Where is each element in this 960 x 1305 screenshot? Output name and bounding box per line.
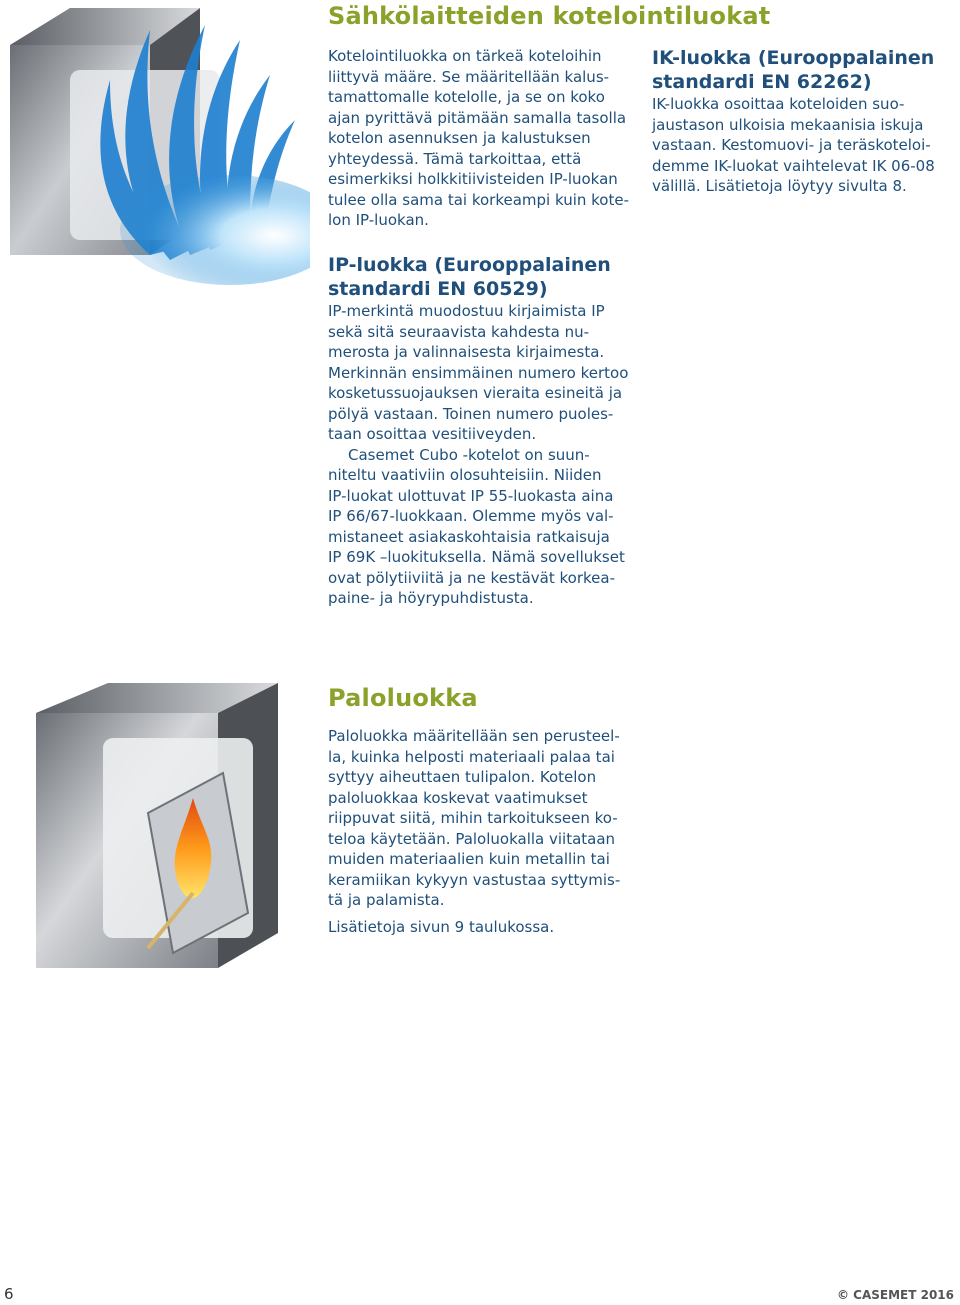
ip-line: sekä sitä seuraavista kahdesta nu-: [328, 322, 590, 341]
fire-line: riippuvat siitä, mihin tarkoitukseen ko-: [328, 809, 618, 827]
fire-line: syttyy aiheuttaen tulipalon. Kotelon: [328, 768, 597, 786]
fire-more-info: Lisätietoja sivun 9 taulukossa.: [328, 917, 555, 936]
intro-line: Kotelointiluokka on tärkeä koteloihin: [328, 47, 602, 65]
fire-line: muiden materiaalien kuin metallin tai: [328, 850, 610, 868]
intro-line: tulee olla sama tai korkeampi kuin kote-: [328, 190, 630, 209]
ip-line: merosta ja valinnaisesta kirjaimesta.: [328, 343, 605, 361]
ip-line: mistaneet asiakaskohtaisia ratkaisuja: [328, 527, 610, 546]
copyright: © CASEMET 2016: [836, 1288, 954, 1302]
ik-line: IK-luokka osoittaa koteloiden suo-: [652, 95, 905, 113]
ik-line: vastaan. Kestomuovi- ja teräskoteloi-: [652, 136, 931, 154]
ip-line: taan osoittaa vesitiiveyden.: [328, 425, 537, 443]
intro-line: lon IP-luokan.: [328, 211, 429, 229]
fire-line: tä ja palamista.: [328, 891, 445, 909]
ip-line: IP-luokat ulottuvat IP 55-luokasta aina: [328, 486, 614, 505]
intro-line: yhteydessä. Tämä tarkoittaa, että: [328, 149, 582, 168]
intro-line: kotelon asennuksen ja kalustuksen: [328, 129, 591, 147]
ip-line: Merkinnän ensimmäinen numero kertoo: [328, 363, 629, 382]
ip-line: niteltu vaativiin olosuhteisiin. Niiden: [328, 466, 602, 484]
ik-section: [652, 46, 952, 197]
fire-title: Paloluokka: [328, 684, 478, 712]
intro-line: tamattomalle kotelolle, ja se on koko: [328, 88, 605, 106]
ik-heading-line: IK-luokka (Eurooppalainen: [652, 47, 935, 69]
page-number: 6: [4, 1285, 14, 1303]
ik-line: demme IK-luokat vaihtelevat IK 06-08: [652, 156, 935, 175]
fire-line: keramiikan kykyyn vastustaa syttymis-: [328, 870, 621, 889]
ip-heading-line: IP-luokka (Eurooppalainen: [328, 254, 611, 276]
fire-line: paloluokkaa koskevat vaatimukset: [328, 788, 588, 807]
ik-line: jaustason ulkoisia mekaanisia iskuja: [652, 115, 924, 134]
ip-line: IP 69K –luokituksella. Nämä sovellukset: [328, 548, 625, 566]
ip-line: Casemet Cubo -kotelot on suun-: [348, 445, 590, 464]
intro-paragraph: [328, 46, 648, 231]
intro-line: esimerkiksi holkkitiivisteiden IP-luokan: [328, 170, 618, 188]
fire-line: teloa käytetään. Paloluokalla viitataan: [328, 829, 616, 848]
ip-line: IP-merkintä muodostuu kirjaimista IP: [328, 302, 605, 320]
ip-line: pölyä vastaan. Toinen numero puoles-: [328, 404, 614, 423]
intro-line: liittyvä määre. Se määritellään kalus-: [328, 67, 610, 86]
ip-line: IP 66/67-luokkaan. Olemme myös val-: [328, 507, 614, 525]
ip-line: paine- ja höyrypuhdistusta.: [328, 589, 534, 607]
ip-heading-line: standardi EN 60529): [328, 278, 548, 300]
flame-box-icon: [28, 683, 283, 973]
ip-line: ovat pölytiiviitä ja ne kestävät korkea-: [328, 568, 616, 587]
ik-heading-line: standardi EN 62262): [652, 71, 872, 93]
page-title: Sähkölaitteiden kotelointiluokat: [328, 2, 771, 30]
fire-section: [328, 684, 648, 937]
ip-line: kosketussuojauksen vieraita esineitä ja: [328, 384, 623, 402]
ik-line: välillä. Lisätietoja löytyy sivulta 8.: [652, 177, 907, 195]
water-splash-box-icon: [0, 0, 310, 285]
ip-section: [328, 253, 648, 609]
fire-line: Paloluokka määritellään sen perusteel-: [328, 727, 620, 745]
fire-line: la, kuinka helposti materiaali palaa tai: [328, 747, 615, 766]
intro-line: ajan pyrittävä pitämään samalla tasolla: [328, 108, 627, 127]
